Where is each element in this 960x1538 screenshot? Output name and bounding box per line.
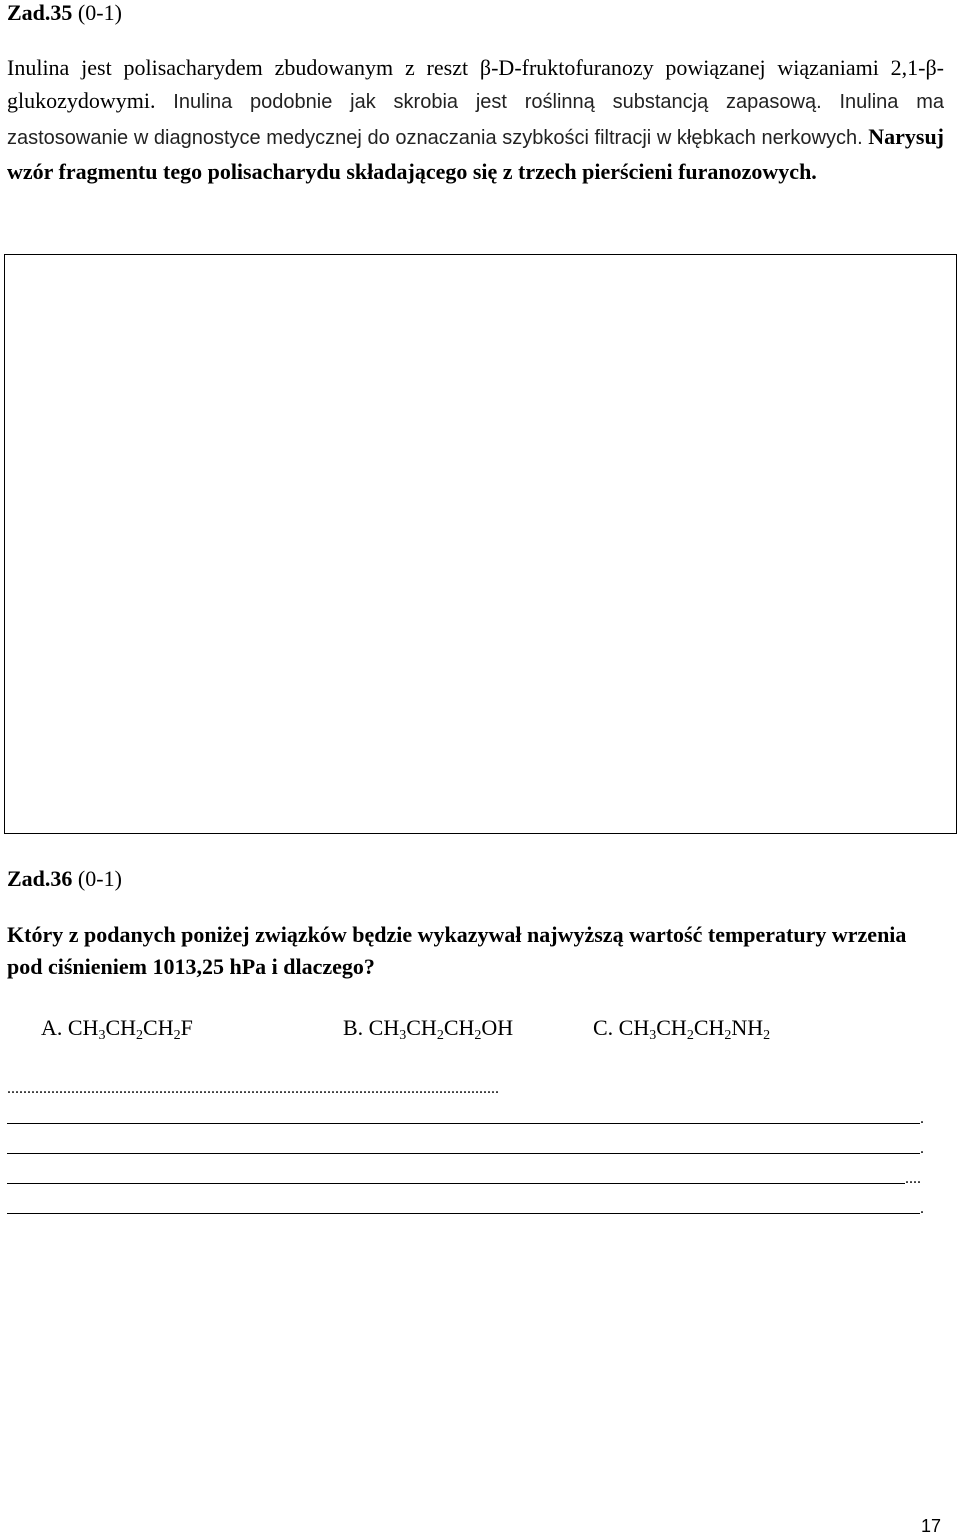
zad35-title [7,0,122,26]
option-a: A. $CH_3CH_2CH_2F$ [41,1015,193,1043]
zad35-text [7,51,944,189]
zad35-points: (0-1) [77,0,122,25]
option-c: C. $CH_3CH_2CH_2NH_2$ [593,1015,771,1043]
zad36-title [7,866,122,892]
answer-line[interactable] [7,1213,920,1214]
zad36-question: Który z podanych poniżej związków będzie wykazywał najwyższą wartość temperatury wrzenia pod ciśnieniem 1013,25 hPa i dlaczego? [7,922,907,979]
answer-line-end: .... [905,1170,921,1187]
answer-line[interactable] [7,1183,905,1184]
zad35-text-line1a: Inulina jest polisacharydem zbudowanym z reszt [7,55,480,80]
zad35-title-label: Zad.35 [7,0,73,25]
answer-dotted-line[interactable]: ........................................................................................................................... [7,1080,499,1097]
page-number: 17 [921,1516,942,1536]
answer-line-end: . [920,1140,924,1157]
zad35-text-line2a: 2,1- [890,55,926,80]
zad36-points: (0-1) [77,866,122,891]
answer-line-end: . [920,1200,924,1217]
answer-line[interactable] [7,1123,920,1124]
zad35-text-description: Inulina podobnie jak skrobia jest roślinną substancją zapasową. Inulina ma zastosowanie w diagnostyce medycznej do oznaczania szybkości filtracji w kłębkach nerkowych. [7,91,944,149]
zad35-text-line2b: -glukozydowymi. [7,55,944,114]
answer-box[interactable] [4,254,957,834]
beta-symbol: β [925,55,937,80]
zad36-title-label: Zad.36 [7,866,73,891]
answer-line[interactable] [7,1153,920,1154]
option-b: B. $CH_3CH_2CH_2OH$ [343,1015,514,1043]
zad35-text-line1b: -D-fruktofuranozy powiązanej wiązaniami [491,55,879,80]
zad35-task: Narysuj wzór fragmentu tego polisacharydu składającego się z trzech pierścieni furanozowych. [7,123,945,185]
answer-line-end: . [920,1110,924,1127]
beta-symbol: β [479,55,492,80]
